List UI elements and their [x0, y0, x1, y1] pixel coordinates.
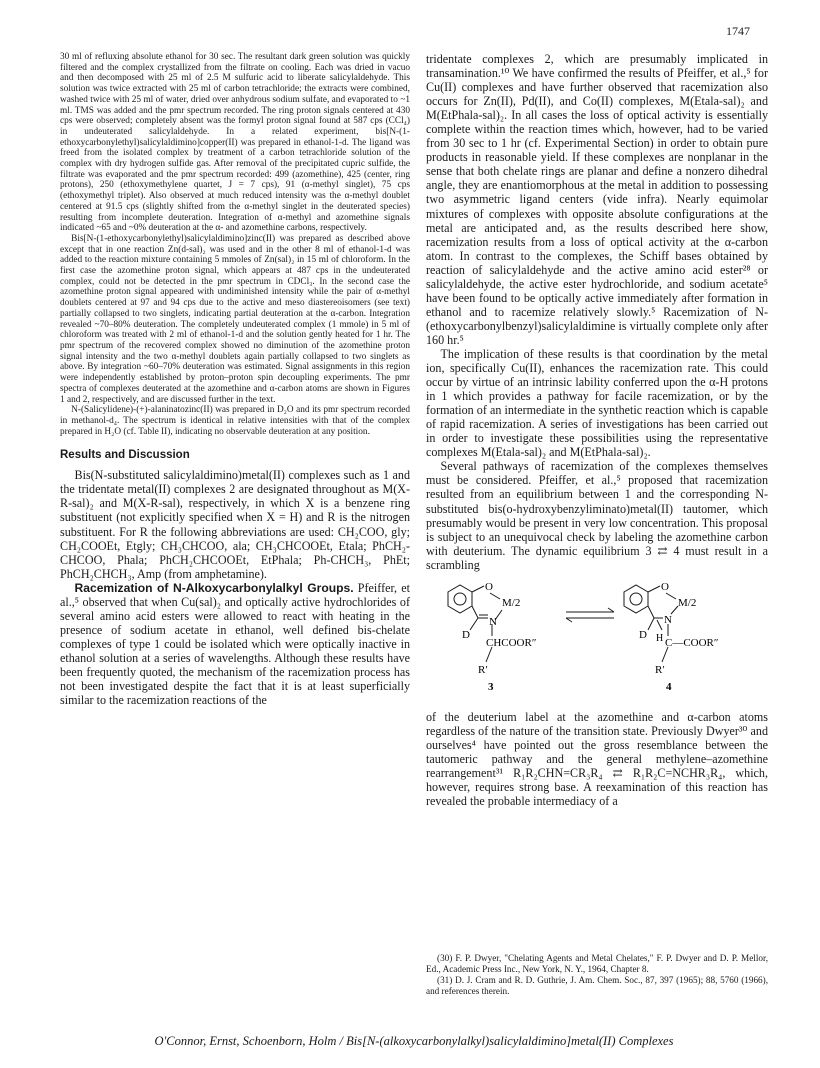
body-paragraph: tridentate complexes 2, which are presumably implicated in transamination.¹⁰ We have confirmed the results of Pfeiffer, et al.,⁵ for Cu(II) complexes and have further observed that racemization also occurs for Zn(II), Pd(II), and Co(II) complexes, M(Etala-sal)₂ and M(EtPhala-sal)₂. In all cases the loss of optical activity is essentially complete within the reaction times which, however, had to be varied from 30 sec to 1 hr (cf. Experimental Section) in order to obtain pure products in reasonable yield. If these complexes are nonplanar in the sense that both chelate rings are planar and define a nonzero dihedral angle, they are enantiomorphous at the metal in addition to possessing two asymmetric ligand centers (vide infra). Nearly equimolar mixtures of complexes with opposite absolute configurations at the metal are anticipated and, as the results described here show, racemization results from a loss of optical activity at the α-carbon atom. In contrast to the complexes, the Schiff bases obtained by reaction of salicylaldehyde and the active amino acid ester²⁸ or salicylaldehyde, the active ester hydrochloride, and sodium acetate⁵ have been found to be optically active immediately after formation in ethanol and to racemize relatively slowly.⁵ Racemization of N-(ethoxycarbonylbenzyl)salicylaldimine is virtually complete only after 160 hr.⁵	[426, 52, 768, 347]
section-heading: Results and Discussion	[60, 449, 190, 462]
chemical-structures-svg	[426, 578, 768, 704]
nitrogen-atom: N	[664, 613, 672, 626]
nitrogen-atom: N	[489, 615, 497, 628]
hydrogen-atom: H	[656, 632, 664, 644]
running-footer: O'Connor, Ernst, Schoenborn, Holm / Bis[N-(alkoxycarbonylalkyl)salicylaldimino]metal(II) Complexes	[154, 1034, 674, 1048]
body-paragraph: The implication of these results is that coordination by the metal ion, specifically Cu(II), enhances the racemization rate. This could occur by virtue of an intrinsic lability conferred upon the α-H protons in 1 which provides a pathway for facile racemization, or by the formation of an intermediate in the synthetic reaction which is capable of rapid racemization. A series of investigations has been carried out in order to investigate these possibilities using the representative complexes M(Etala-sal)₂ and M(EtPhala-sal)₂.	[426, 346, 768, 460]
deuterium-atom: D	[462, 628, 470, 641]
compound-label-4: 4	[666, 680, 672, 693]
footnote: (30) F. P. Dwyer, "Chelating Agents and Metal Chelates," F. P. Dwyer and D. P. Mellor, Ed., Academic Press Inc., New York, N. Y., 1964, Chapter 8.	[426, 953, 768, 974]
compound-label-3: 3	[488, 680, 494, 693]
equilibrium-arrows	[566, 608, 614, 622]
experimental-paragraph: 30 ml of refluxing absolute ethanol for 30 sec. The resultant dark green solution was quickly filtered and the complex crystallized from the filtrate on cooling. Each was dried in vacuo and then decomposed with 25 ml of 2.5 M sulfuric acid to liberate salicylaldehyde. This solution was twice extracted with 25 ml of carbon tetrachloride; the extracts were combined, washed twice with 25 ml of water, dried over anhydrous sodium sulfate, and evaporated to ~1 ml. TMS was added and the pmr spectrum recorded. The ring proton signals centered at 430 cps were observed; completely absent was the formyl proton signal found at 587 cps (CCl₄) in undeuterated salicylaldehyde. In a related experiment, bis[N-(1-ethoxycarbonylethyl)salicylaldimino]copper(II) was prepared in ethanol-1-d. The ligand was freed from the isolated complex by treatment of a carbon tetrachloride solution of the complex with dry hydrogen sulfide gas. After removal of the precipitated cupric sulfide, the filtrate was evaporated and the pmr spectrum recorded: 499 (azomethine), 425 (center, ring protons), 250 (ethoxymethylene quartet, J = 7 cps), 91 (α-methyl singlet), 75 cps (ethoxymethyl triplet). Also observed at much reduced intensity was the α-methyl doublet centered at 91.5 cps (slightly shifted from the α-methyl singlet in the deuterated species) resulting from incomplete deuteration. Integration of α-methyl and azomethine signals indicated ~65 and ~0% deuteration at the α- and azomethine carbons, respectively.	[60, 52, 410, 234]
deuterium-atom: D	[639, 628, 647, 641]
body-paragraph: Bis(N-substituted salicylaldimino)metal(II) complexes such as 1 and the tridentate metal(II) complexes 2 are designated throughout as M(X-R-sal)₂ and M(X-R-sal), respectively, in which X is a benzene ring substituent (not explicitly specified when X = H) and R is the nitrogen substituent. For R the following abbreviations are used: CH₂COO, gly; CH₂COOEt, Etgly; CH₃CHCOO, ala; CH₃CHCOOEt, Etala; PhCH₂-CHCOO, Phala; PhCH₂CHCOOEt, EtPhala; Ph-CHCH₃, PhEt; PhCH₂CHCH₃, Amp (from amphetamine).	[60, 468, 410, 581]
body-paragraph: Several pathways of racemization of the complexes themselves must be considered. Pfeiffer, et al.,⁵ proposed that racemization resulted from an equilibrium between 1 and the corresponding N-substituted bis(o-hydroxybenzyliminato)metal(II) tautomer, which presumably would be present in very low concentration. This proposal is subject to an unequivocal check by labeling the azomethine carbon with deuterium. The dynamic equilibrium 3 ⇄ 4 must result in a scrambling	[426, 459, 768, 572]
footnote: (31) D. J. Cram and R. D. Guthrie, J. Am. Chem. Soc., 87, 397 (1965); 88, 5760 (1966), and references therein.	[426, 975, 768, 996]
racemization-text: Pfeiffer, et al.,⁵ observed that when Cu(sal)₂ and optically active hydrochlorides of several amino acid esters were allowed to react with heating in the presence of sodium acetate in ethanol, well defined bis-chelate complexes of type 1 could be isolated which were optically inactive in ethanol solution at a series of wavelengths. Although these results have been frequently quoted, the mechanism of the racemization process has not been investigated despite the fact that it is at least superficially similar to the racemization reactions of the	[60, 580, 410, 708]
right-column	[426, 52, 768, 808]
oxygen-atom: O	[485, 580, 493, 593]
r-prime-group: R′	[655, 663, 665, 676]
body-paragraph: of the deuterium label at the azomethine and α-carbon atoms regardless of the nature of the transition state. Previously Dwyer³⁰ and ourselves⁴ have pointed out the gross resemblance between the tautomeric pathway and the general methylene–azomethine rearrangement³¹ R₁R₂CHN=CR₃R₄ ⇄ R₁R₂C=NCHR₃R₄, which, however, requires strong base. A reexamination of this reaction has revealed the probable intermediacy of a	[426, 709, 768, 809]
tautomer-equilibrium-diagram	[426, 578, 768, 704]
footnotes	[426, 953, 768, 997]
ester-chain: C—COOR″	[665, 636, 719, 649]
oxygen-atom: O	[661, 580, 669, 593]
metal-label: M/2	[502, 596, 521, 609]
ester-chain: CHCOOR″	[486, 636, 537, 649]
left-column	[60, 52, 410, 707]
page-number: 1747	[726, 24, 750, 38]
run-in-heading: Racemization of N-Alkoxycarbonylalkyl Groups.	[74, 580, 354, 595]
r-prime-group: R′	[478, 663, 488, 676]
experimental-paragraph: N-(Salicylidene)-(+)-alaninatozinc(II) was prepared in D₂O and its pmr spectrum recorded in methanol-d₄. The spectrum is identical in relative intensities with that of the complex prepared in H₂O (cf. Table II), indicating no observable deuteration at any position.	[60, 405, 410, 437]
metal-label: M/2	[678, 596, 697, 609]
racemization-paragraph	[60, 581, 410, 707]
experimental-paragraph: Bis[N-(1-ethoxycarbonylethyl)salicylaldimino]zinc(II) was prepared as described above except that in one reaction Zn(d-sal)₂ was used and in the other 8 ml of ethanol-1-d was added to the reaction mixture containing 5 mmoles of Zn(sal)₂ in 15 ml of chloroform. In the first case the azomethine proton signal, which appears at 487 cps in the undeuterated complex, could not be detected in the pmr spectrum in CDCl₃. In the second case the azomethine proton signal appeared with undiminished intensity while the pair of α-methyl doublets centered at 97 and 94 cps due to the active and meso diastereoisomers (see text) partially collapsed to two singlets, indicating partial deuteration at the α-carbon. Integration revealed ~70–80% deuteration. The completely undeuterated complex (1 mmole) in 5 ml of chloroform was treated with 2 ml of ethanol-1-d and the solution gently heated for 1 hr. The pmr spectrum of the recovered complex showed no diminution of the azomethine proton signal intensity and the two α-methyl doublets again partially collapsed to two singlets as above. By integration ~60–70% deuteration was estimated. Signal assignments in this region were independently established by proton–proton spin decoupling experiments. The pmr spectra of complexes deuterated at the azomethine and α-carbon atoms are shown in Figures 1 and 2, respectively, and are discussed further in the text.	[60, 233, 410, 405]
